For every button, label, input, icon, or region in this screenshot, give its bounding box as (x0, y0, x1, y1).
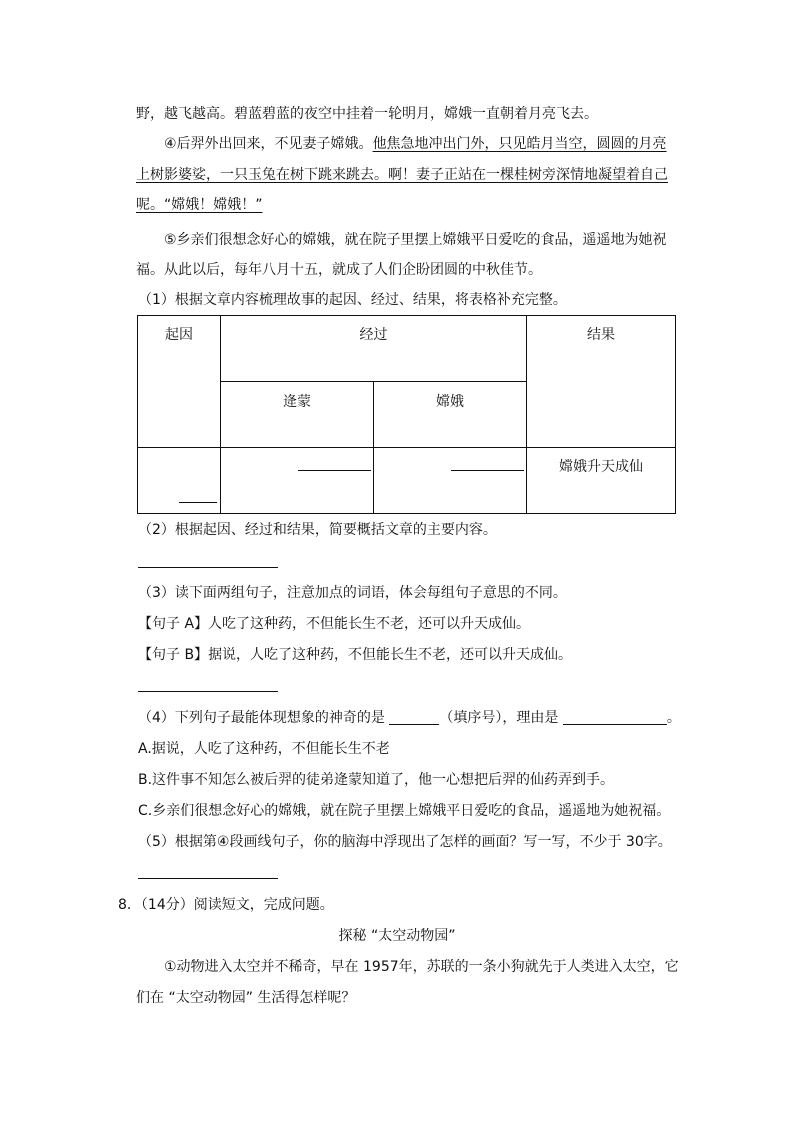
sentence-a-text: 人吃了这种药，不但能长生不老，还可以升天成仙。 (208, 616, 531, 632)
question-4-option-a: A.据说，人吃了这种药，不但能长生不老 (138, 741, 390, 757)
underlined-sentence-part-2: 上树影婆娑，一只玉兔在树下跳来跳去。啊！妻子正站在一棵桂树旁深情地凝望着自己 (136, 167, 668, 183)
question-3-prompt: （3）读下面两组句子，注意加点的词语，体会每组句子意思的不同。 (138, 585, 567, 601)
question-3-answer-blank[interactable] (138, 691, 278, 692)
table-result-value: 嫦娥升天成仙 (559, 459, 643, 475)
question-2-prompt: （2）根据起因、经过和结果，简要概括文章的主要内容。 (138, 522, 497, 538)
question-5-answer-blank[interactable] (138, 878, 278, 879)
question-1-prompt: （1）根据文章内容梳理故事的起因、经过、结果，将表格补充完整。 (138, 292, 567, 308)
question-4-option-c: C.乡亲们很想念好心的嫦娥，就在院子里摆上嫦娥平日爱吃的食品，遥遥地为她祝福。 (138, 803, 671, 819)
question-5-prompt: （5）根据第④段画线句子，你的脑海中浮现出了怎样的画面？写一写，不少于 30字。 (138, 834, 672, 850)
sentence-a (138, 614, 530, 634)
cause-answer-blank[interactable] (179, 502, 217, 503)
question-4-option-b: B.这件事不知怎么被后羿的徒弟逄蒙知道了，他一心想把后羿的仙药弄到手。 (138, 772, 615, 788)
question-4-choice-blank[interactable] (389, 710, 439, 725)
table-header-result: 结果 (587, 327, 615, 343)
story-paragraph-4-line-1 (164, 134, 667, 154)
underlined-sentence-part-3: 呢。“嫦娥！嫦娥！” (136, 197, 263, 213)
story-paragraph-5-line-1: ⑤乡亲们很想念好心的嫦娥，就在院子里摆上嫦娥平日爱吃的食品，遥遥地为她祝 (164, 232, 667, 248)
fengmeng-answer-blank[interactable] (298, 470, 371, 471)
sentence-b-label: 【句子 B】 (138, 647, 209, 663)
sentence-a-label: 【句子 A】 (138, 616, 209, 632)
table-header-cause: 起因 (165, 327, 193, 343)
article-paragraph-1-line-1: ①动物进入太空并不稀奇，早在 1957年，苏联的一条小狗就先于人类进入太空，它 (164, 959, 679, 975)
paragraph-4-intro: ④后羿外出回来，不见妻子嫦娥。 (164, 136, 373, 152)
question-8-heading: 8．（14分）阅读短文，完成问题。 (118, 897, 334, 913)
table-header-process: 经过 (359, 327, 388, 343)
change-answer-blank[interactable] (451, 470, 524, 471)
table-subheader-fengmeng: 逄蒙 (283, 394, 311, 410)
article-title-text: 探秘 “太空动物园” (338, 928, 456, 944)
story-paragraph-5-line-2: 福。从此以后，每年八月十五，就成了人们企盼团圆的中秋佳节。 (136, 262, 542, 278)
sentence-b-text: 据说，人吃了这种药，不但能长生不老，还可以升天成仙。 (208, 647, 573, 663)
underlined-sentence-part-1: 他焦急地冲出门外，只见皓月当空，圆圆的月亮 (372, 136, 667, 152)
article-paragraph-1-line-2: 们在 “太空动物园” 生活得怎样呢？ (136, 990, 356, 1006)
article-title (0, 926, 794, 946)
table-subheader-change: 嫦娥 (436, 394, 464, 410)
story-paragraph-3-end: 野，越飞越高。碧蓝碧蓝的夜空中挂着一轮明月，嫦娥一直朝着月亮飞去。 (136, 106, 598, 122)
question-4-prompt-end: 。 (666, 710, 681, 726)
question-4-prompt-part-1: （4）下列句子最能体现想象的神奇的是 (138, 710, 390, 726)
sentence-b (138, 645, 572, 665)
question-4-prompt (138, 708, 681, 728)
question-4-prompt-part-2: （填序号），理由是 (439, 710, 563, 726)
question-2-answer-blank[interactable] (138, 567, 278, 568)
question-4-reason-blank[interactable] (563, 710, 667, 725)
